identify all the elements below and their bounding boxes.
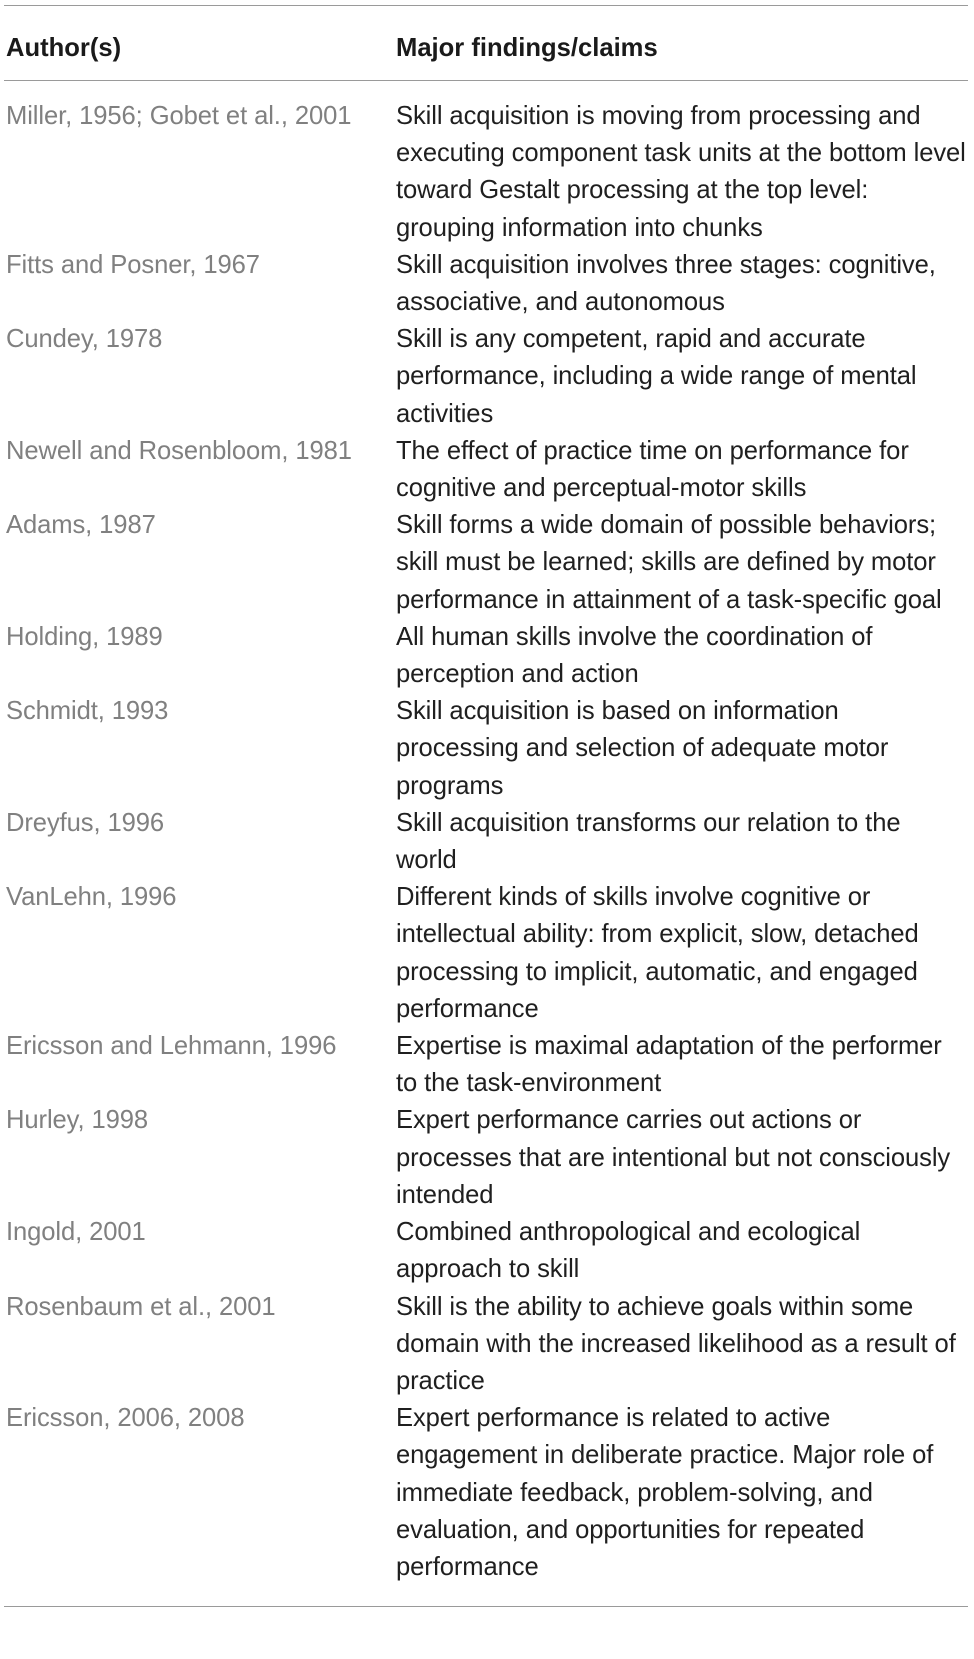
table-header — [4, 6, 968, 80]
table-row — [4, 805, 968, 879]
author-cell: Dreyfus, 1996 — [6, 808, 165, 837]
author-cell: Adams, 1987 — [6, 511, 156, 540]
header-author: Author(s) — [6, 34, 122, 62]
table-row — [4, 81, 968, 247]
table-row — [4, 1028, 968, 1102]
finding-cell: Skill acquisition transforms our relation to the world — [396, 808, 901, 875]
table-row — [4, 507, 968, 619]
author-cell: VanLehn, 1996 — [6, 883, 177, 912]
finding-cell: Skill acquisition is based on information processing and selection of adequate motor programs — [396, 697, 889, 800]
finding-cell: Different kinds of skills involve cognitive or intellectual ability: from explicit, slow, detached processing to implicit, automatic, and engaged performance — [396, 883, 919, 1023]
author-cell: Newell and Rosenbloom, 1981 — [6, 436, 352, 465]
table-row — [4, 879, 968, 1028]
author-cell: Miller, 1956; Gobet et al., 2001 — [6, 102, 352, 130]
table-row — [4, 433, 968, 507]
author-cell: Schmidt, 1993 — [6, 697, 169, 726]
finding-cell: Expert performance carries out actions or processes that are intentional but not consciously intended — [396, 1106, 951, 1209]
author-cell: Fitts and Posner, 1967 — [6, 250, 260, 279]
finding-cell: Skill is the ability to achieve goals within some domain with the increased likelihood as a result of practice — [396, 1292, 956, 1395]
finding-cell: Expertise is maximal adaptation of the performer to the task-environment — [396, 1032, 942, 1098]
author-cell: Ingold, 2001 — [6, 1218, 146, 1247]
table-body-wrap — [4, 81, 968, 1606]
finding-cell: Skill is any competent, rapid and accurate performance, including a wide range of mental activities — [396, 325, 917, 428]
table-row — [4, 1214, 968, 1288]
table-row — [4, 247, 968, 321]
finding-cell: Skill acquisition involves three stages: cognitive, associative, and autonomous — [396, 250, 936, 317]
findings-table — [4, 5, 968, 1607]
author-cell: Holding, 1989 — [6, 622, 163, 651]
table-row — [4, 1289, 968, 1401]
table-row — [4, 619, 968, 693]
author-cell: Hurley, 1998 — [6, 1106, 149, 1135]
finding-cell: Expert performance is related to active engagement in deliberate practice. Major role of immediate feedback, problem-solving, and evaluation, and opportunities for repeated performance — [396, 1404, 934, 1581]
finding-cell: Combined anthropological and ecological approach to skill — [396, 1218, 861, 1284]
finding-cell: Skill acquisition is moving from processing and executing component task units at the bottom level toward Gestalt processing at the top level: grouping information into chunks — [396, 102, 966, 242]
finding-cell: The effect of practice time on performance for cognitive and perceptual-motor skills — [396, 436, 909, 503]
header-findings: Major findings/claims — [396, 34, 658, 62]
author-cell: Ericsson, 2006, 2008 — [6, 1404, 245, 1433]
table-row — [4, 321, 968, 433]
finding-cell: Skill forms a wide domain of possible behaviors; skill must be learned; skills are defined by motor performance in attainment of a task-specific goal — [396, 511, 942, 614]
table-row — [4, 1400, 968, 1606]
author-cell: Cundey, 1978 — [6, 325, 163, 354]
bottom-rule — [4, 1606, 968, 1607]
author-cell: Rosenbaum et al., 2001 — [6, 1292, 276, 1321]
table-body — [4, 81, 968, 1606]
table-row — [4, 693, 968, 805]
table — [4, 6, 968, 80]
author-cell: Ericsson and Lehmann, 1996 — [6, 1032, 337, 1061]
finding-cell: All human skills involve the coordination of perception and action — [396, 622, 873, 689]
header-row — [4, 6, 968, 80]
table-row — [4, 1102, 968, 1214]
